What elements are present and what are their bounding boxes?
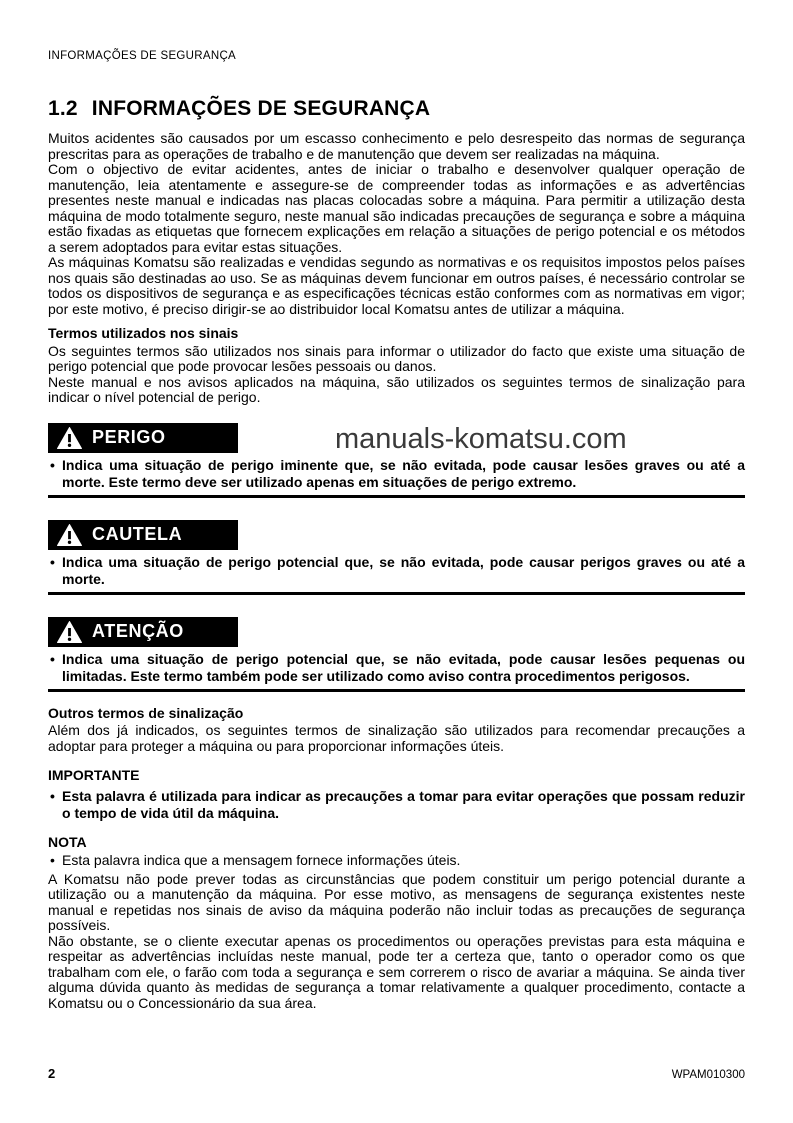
other-terms-paragraph: Além dos já indicados, os seguintes termos de sinalização são utilizados para recomendar precauções a adoptar para proteger a máquina ou para proporcionar informações úteis.: [48, 722, 745, 754]
warning-label: CAUTELA: [92, 524, 183, 544]
warning-box-atencao: [48, 617, 238, 647]
intro-paragraph: Muitos acidentes são causados por um escasso conhecimento e pelo desrespeito das normas de segurança prescritas para as operações de trabalho e de manutenção que devem ser realizadas na máquina.: [48, 130, 745, 162]
warning-section-atencao: [48, 617, 745, 692]
intro-paragraph: As máquinas Komatsu são realizadas e vendidas segundo as normativas e os requisitos impostos pelos países nos quais são destinadas ao uso. Se as máquinas devem funcionar em outros países, é necessário controlar se todos os dispositivos de segurança e as especificações técnicas estão conformes com as normativas em vigor; por este motivo, é preciso dirigir-se ao distribuidor local Komatsu antes de utilizar a máquina.: [48, 254, 745, 317]
intro-paragraphs: [48, 131, 745, 317]
warning-triangle-icon: [57, 621, 82, 643]
closing-paragraphs: [48, 872, 745, 1012]
warning-sections: [48, 423, 745, 692]
warning-box-perigo: [48, 423, 238, 453]
nota-text: Esta palavra indica que a mensagem fornece informações úteis.: [62, 852, 461, 868]
warning-section-perigo: [48, 423, 745, 498]
warning-box-cautela: [48, 520, 238, 550]
signal-terms-heading: Termos utilizados nos sinais: [48, 325, 239, 341]
warning-bullet: [48, 651, 745, 685]
horizontal-rule: [48, 592, 745, 595]
horizontal-rule: [48, 495, 745, 498]
page-number: 2: [48, 1066, 56, 1081]
warning-text: Indica uma situação de perigo potencial que, se não evitada, pode causar perigos graves ou até a morte.: [62, 553, 745, 587]
closing-paragraph: Não obstante, se o cliente executar apenas os procedimentos ou operações previstas para esta máquina e respeitar as advertências incluídas neste manual, pode ter a certeza que, tanto o operador como os que trabalham com ele, o farão com toda a segurança e sem correrem o risco de avariar a máquina. Se ainda tiver alguma dúvida quanto às medidas de segurança a tomar relativamente a qualquer procedimento, contacte a Komatsu ou o Concessionário da sua área.: [48, 932, 745, 1011]
intro-paragraph: Com o objectivo de evitar acidentes, antes de iniciar o trabalho e desenvolver qualquer operação de manutenção, leia atentamente e assegure-se de compreender todas as informações e as advertências presentes neste manual e indicadas nas placas colocadas sobre a máquina. Para permitir a utilização desta máquina de modo totalmente seguro, neste manual são indicadas precauções de segurança e sobre a máquina estão fixadas as etiquetas que fornecem explicações em relação a situações de perigo potencial e os métodos a serem adoptados para evitar estas situações.: [48, 161, 745, 255]
warning-triangle-icon: [57, 427, 82, 449]
importante-text: Esta palavra é utilizada para indicar as precauções a tomar para evitar operações que possam reduzir o tempo de vida útil da máquina.: [62, 787, 745, 821]
warning-triangle-icon: [57, 524, 82, 546]
closing-paragraph: A Komatsu não pode prever todas as circunstâncias que podem constituir um perigo potencial durante a utilização ou a manutenção da máquina. Por esse motivo, as mensagens de segurança existentes neste manual e repetidas nos sinais de aviso da máquina poderão não incluir todas as precauções de segurança possíveis.: [48, 870, 745, 933]
warning-label: ATENÇÃO: [92, 621, 184, 641]
warning-text: Indica uma situação de perigo potencial que, se não evitada, pode causar lesões pequenas ou limitadas. Este termo também pode ser utilizado como aviso contra procedimentos perigosos.: [62, 650, 745, 684]
signal-terms-paragraphs: [48, 344, 745, 406]
document-code: WPAM010300: [671, 1069, 745, 1081]
warning-label: PERIGO: [92, 427, 166, 447]
other-terms-heading: Outros termos de sinalização: [48, 704, 244, 721]
other-terms-paragraph-wrap: [48, 723, 745, 754]
signal-terms-paragraph: Neste manual e nos avisos aplicados na máquina, são utilizados os seguintes termos de sinalização para indicar o nível potencial de perigo.: [48, 373, 745, 405]
nota-bullet: [48, 853, 745, 869]
signal-terms-paragraph: Os seguintes termos são utilizados nos sinais para informar o utilizador do facto que existe uma situação de perigo potencial que pode provocar lesões pessoais ou danos.: [48, 342, 745, 374]
warning-bullet: [48, 457, 745, 491]
nota-heading: NOTA: [48, 833, 87, 850]
importante-heading: IMPORTANTE: [48, 767, 140, 783]
watermark-text: manuals-komatsu.com: [335, 423, 627, 455]
importante-bullet: [48, 788, 745, 822]
page-title: [48, 96, 745, 122]
warning-section-cautela: [48, 520, 745, 595]
section-title-text: INFORMAÇÕES DE SEGURANÇA: [91, 97, 431, 120]
horizontal-rule: [48, 689, 745, 692]
section-number: 1.2: [48, 97, 78, 120]
running-header: INFORMAÇÕES DE SEGURANÇA: [48, 50, 237, 62]
page-footer: [48, 1066, 745, 1081]
warning-bullet: [48, 554, 745, 588]
warning-text: Indica uma situação de perigo iminente que, se não evitada, pode causar lesões graves ou até a morte. Este termo deve ser utilizado apenas em situações de perigo extremo.: [62, 456, 745, 490]
